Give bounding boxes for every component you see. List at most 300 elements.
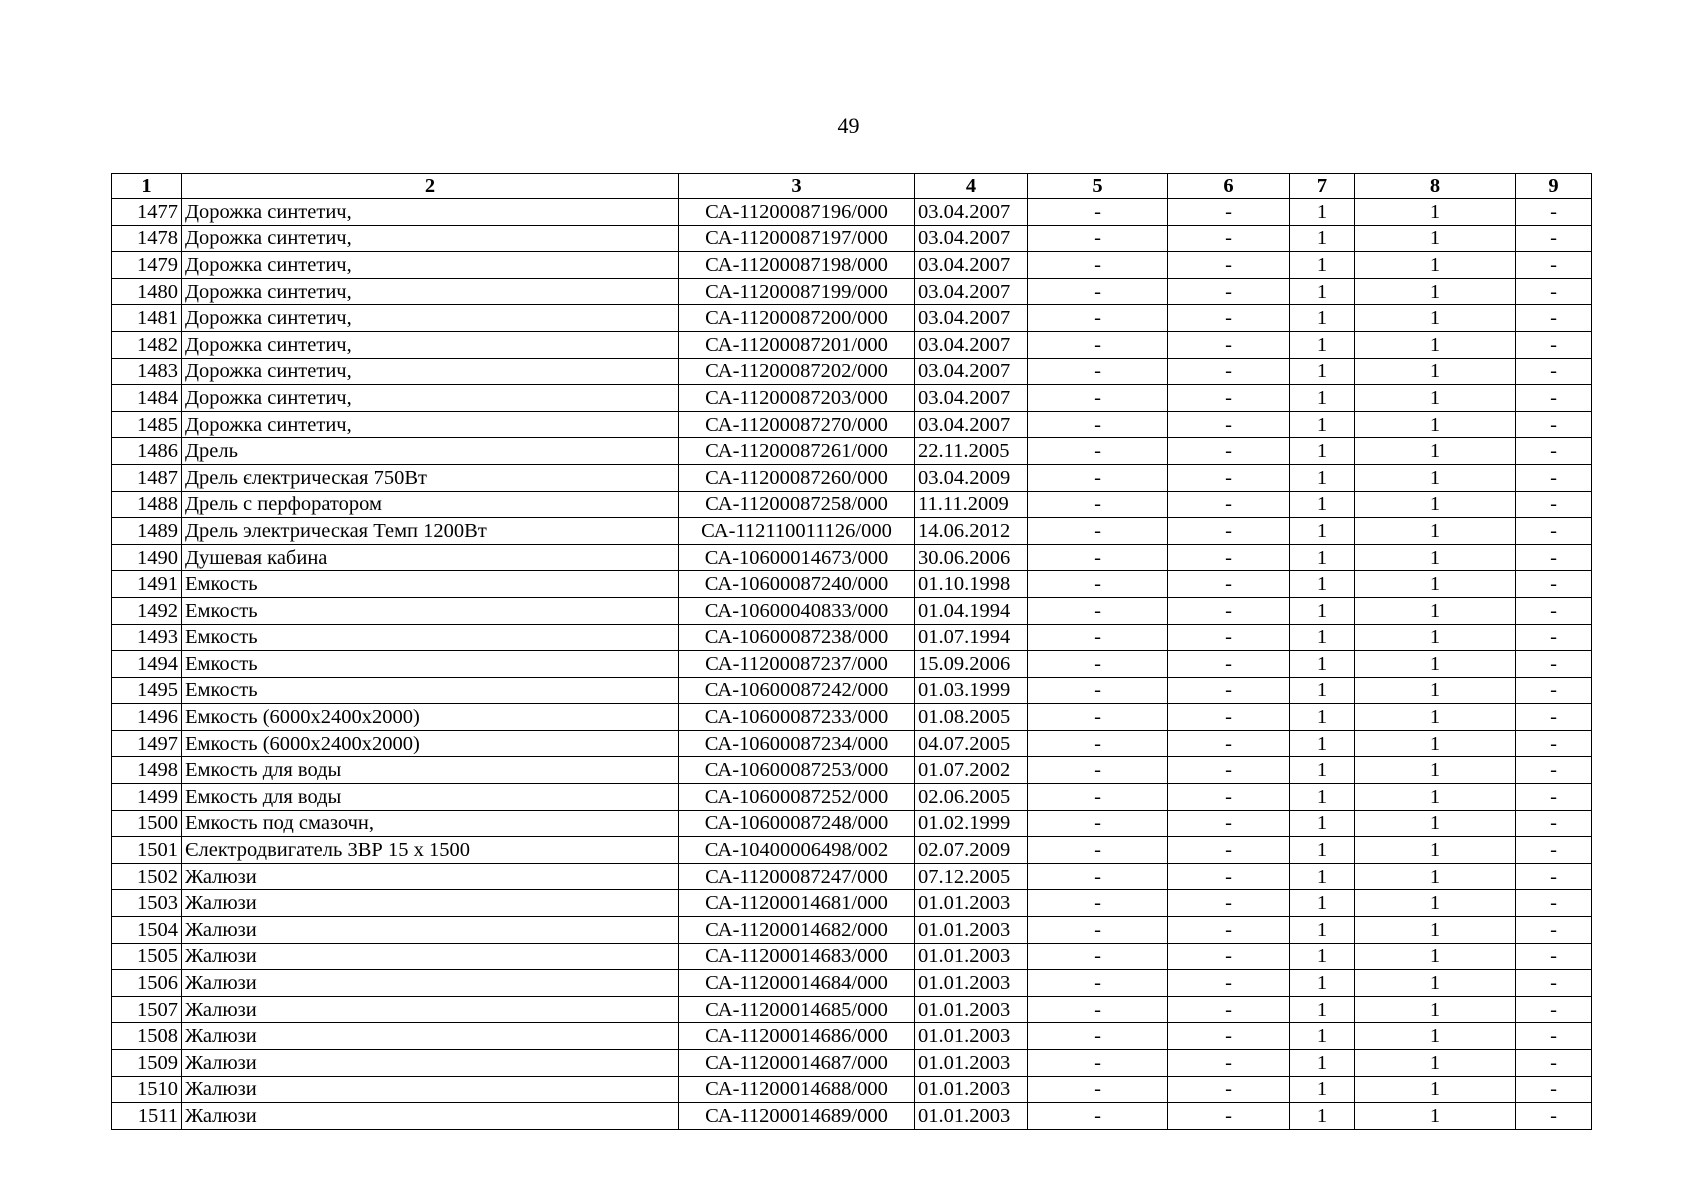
row-number-cell: 1499 (112, 784, 182, 811)
col6-cell: - (1168, 677, 1290, 704)
row-number-cell: 1505 (112, 943, 182, 970)
col7-cell: 1 (1290, 385, 1355, 412)
col6-cell: - (1168, 917, 1290, 944)
inventory-code-cell: СА-11200087201/000 (679, 331, 915, 358)
col8-cell: 1 (1355, 305, 1516, 332)
col5-cell: - (1028, 571, 1168, 598)
col6-cell: - (1168, 970, 1290, 997)
col9-cell: - (1516, 917, 1592, 944)
table-row (112, 1076, 1592, 1103)
date-cell: 01.01.2003 (915, 1076, 1028, 1103)
col8-cell: 1 (1355, 571, 1516, 598)
table-row (112, 996, 1592, 1023)
col5-cell: - (1028, 863, 1168, 890)
date-cell: 01.01.2003 (915, 1050, 1028, 1077)
col9-cell: - (1516, 438, 1592, 465)
date-cell: 01.01.2003 (915, 1103, 1028, 1130)
row-number-cell: 1483 (112, 358, 182, 385)
inventory-code-cell: СА-11200087237/000 (679, 651, 915, 678)
column-header-7: 7 (1290, 174, 1355, 199)
col8-cell: 1 (1355, 677, 1516, 704)
date-cell: 02.06.2005 (915, 784, 1028, 811)
col6-cell: - (1168, 225, 1290, 252)
table-row (112, 917, 1592, 944)
table-row (112, 757, 1592, 784)
inventory-code-cell: СА-11200087260/000 (679, 464, 915, 491)
item-name-cell: Жалюзи (182, 863, 679, 890)
date-cell: 03.04.2009 (915, 464, 1028, 491)
col6-cell: - (1168, 597, 1290, 624)
row-number-cell: 1504 (112, 917, 182, 944)
table-row (112, 411, 1592, 438)
col9-cell: - (1516, 677, 1592, 704)
date-cell: 04.07.2005 (915, 730, 1028, 757)
col6-cell: - (1168, 358, 1290, 385)
col5-cell: - (1028, 544, 1168, 571)
table-row (112, 624, 1592, 651)
col5-cell: - (1028, 730, 1168, 757)
col8-cell: 1 (1355, 491, 1516, 518)
col7-cell: 1 (1290, 704, 1355, 731)
col5-cell: - (1028, 677, 1168, 704)
item-name-cell: Дорожка синтетич, (182, 358, 679, 385)
col5-cell: - (1028, 996, 1168, 1023)
col5-cell: - (1028, 1103, 1168, 1130)
inventory-code-cell: СА-10600087240/000 (679, 571, 915, 598)
col5-cell: - (1028, 464, 1168, 491)
col7-cell: 1 (1290, 518, 1355, 545)
col8-cell: 1 (1355, 518, 1516, 545)
row-number-cell: 1489 (112, 518, 182, 545)
column-header-5: 5 (1028, 174, 1168, 199)
inventory-code-cell: СА-11200087247/000 (679, 863, 915, 890)
inventory-code-cell: СА-11200014683/000 (679, 943, 915, 970)
col7-cell: 1 (1290, 863, 1355, 890)
row-number-cell: 1486 (112, 438, 182, 465)
column-header-9: 9 (1516, 174, 1592, 199)
col8-cell: 1 (1355, 438, 1516, 465)
col7-cell: 1 (1290, 837, 1355, 864)
inventory-code-cell: СА-10600087233/000 (679, 704, 915, 731)
col5-cell: - (1028, 837, 1168, 864)
table-row (112, 943, 1592, 970)
col9-cell: - (1516, 810, 1592, 837)
col5-cell: - (1028, 890, 1168, 917)
col8-cell: 1 (1355, 624, 1516, 651)
col9-cell: - (1516, 784, 1592, 811)
table-row (112, 1023, 1592, 1050)
row-number-cell: 1479 (112, 252, 182, 279)
row-number-cell: 1506 (112, 970, 182, 997)
inventory-code-cell: СА-11200014687/000 (679, 1050, 915, 1077)
row-number-cell: 1502 (112, 863, 182, 890)
col6-cell: - (1168, 464, 1290, 491)
col7-cell: 1 (1290, 890, 1355, 917)
col7-cell: 1 (1290, 651, 1355, 678)
col9-cell: - (1516, 1050, 1592, 1077)
col6-cell: - (1168, 624, 1290, 651)
col7-cell: 1 (1290, 970, 1355, 997)
col9-cell: - (1516, 890, 1592, 917)
col6-cell: - (1168, 837, 1290, 864)
col7-cell: 1 (1290, 810, 1355, 837)
date-cell: 01.01.2003 (915, 996, 1028, 1023)
item-name-cell: Жалюзи (182, 917, 679, 944)
col8-cell: 1 (1355, 1076, 1516, 1103)
col7-cell: 1 (1290, 571, 1355, 598)
col6-cell: - (1168, 1103, 1290, 1130)
col6-cell: - (1168, 810, 1290, 837)
date-cell: 03.04.2007 (915, 252, 1028, 279)
col9-cell: - (1516, 252, 1592, 279)
col9-cell: - (1516, 385, 1592, 412)
inventory-code-cell: СА-11200014681/000 (679, 890, 915, 917)
col5-cell: - (1028, 1023, 1168, 1050)
item-name-cell: Емкость для воды (182, 784, 679, 811)
col9-cell: - (1516, 225, 1592, 252)
column-header-6: 6 (1168, 174, 1290, 199)
row-number-cell: 1511 (112, 1103, 182, 1130)
row-number-cell: 1492 (112, 597, 182, 624)
col6-cell: - (1168, 411, 1290, 438)
col5-cell: - (1028, 784, 1168, 811)
row-number-cell: 1485 (112, 411, 182, 438)
table-row (112, 677, 1592, 704)
date-cell: 01.01.2003 (915, 917, 1028, 944)
table-row (112, 597, 1592, 624)
inventory-code-cell: СА-11200087261/000 (679, 438, 915, 465)
col6-cell: - (1168, 491, 1290, 518)
col5-cell: - (1028, 331, 1168, 358)
date-cell: 01.01.2003 (915, 970, 1028, 997)
item-name-cell: Жалюзи (182, 1103, 679, 1130)
col7-cell: 1 (1290, 464, 1355, 491)
col5-cell: - (1028, 704, 1168, 731)
col7-cell: 1 (1290, 438, 1355, 465)
item-name-cell: Дрель электрическая Темп 1200Вт (182, 518, 679, 545)
col8-cell: 1 (1355, 597, 1516, 624)
table-row (112, 464, 1592, 491)
col9-cell: - (1516, 996, 1592, 1023)
date-cell: 03.04.2007 (915, 278, 1028, 305)
column-header-3: 3 (679, 174, 915, 199)
col7-cell: 1 (1290, 411, 1355, 438)
date-cell: 01.07.1994 (915, 624, 1028, 651)
column-header-2: 2 (182, 174, 679, 199)
col8-cell: 1 (1355, 278, 1516, 305)
row-number-cell: 1497 (112, 730, 182, 757)
inventory-code-cell: СА-11200087198/000 (679, 252, 915, 279)
inventory-code-cell: СА-10600087242/000 (679, 677, 915, 704)
col5-cell: - (1028, 1076, 1168, 1103)
col9-cell: - (1516, 837, 1592, 864)
row-number-cell: 1490 (112, 544, 182, 571)
inventory-code-cell: СА-11200087197/000 (679, 225, 915, 252)
col5-cell: - (1028, 225, 1168, 252)
inventory-code-cell: СА-11200014682/000 (679, 917, 915, 944)
item-name-cell: Жалюзи (182, 970, 679, 997)
col6-cell: - (1168, 331, 1290, 358)
date-cell: 22.11.2005 (915, 438, 1028, 465)
table-row (112, 518, 1592, 545)
col7-cell: 1 (1290, 1050, 1355, 1077)
col8-cell: 1 (1355, 199, 1516, 226)
col6-cell: - (1168, 278, 1290, 305)
table-row (112, 491, 1592, 518)
inventory-code-cell: СА-11200014688/000 (679, 1076, 915, 1103)
table-row (112, 252, 1592, 279)
row-number-cell: 1508 (112, 1023, 182, 1050)
inventory-code-cell: СА-11200087270/000 (679, 411, 915, 438)
inventory-code-cell: СА-10600087234/000 (679, 730, 915, 757)
date-cell: 01.01.2003 (915, 943, 1028, 970)
col9-cell: - (1516, 730, 1592, 757)
table-row (112, 704, 1592, 731)
col9-cell: - (1516, 544, 1592, 571)
item-name-cell: Емкость (6000х2400х2000) (182, 704, 679, 731)
col7-cell: 1 (1290, 225, 1355, 252)
col6-cell: - (1168, 863, 1290, 890)
col6-cell: - (1168, 199, 1290, 226)
col9-cell: - (1516, 491, 1592, 518)
table-row (112, 199, 1592, 226)
item-name-cell: Жалюзи (182, 1076, 679, 1103)
item-name-cell: Жалюзи (182, 943, 679, 970)
inventory-code-cell: СА-11200014685/000 (679, 996, 915, 1023)
date-cell: 01.01.2003 (915, 890, 1028, 917)
col9-cell: - (1516, 571, 1592, 598)
date-cell: 01.07.2002 (915, 757, 1028, 784)
col9-cell: - (1516, 651, 1592, 678)
col8-cell: 1 (1355, 385, 1516, 412)
col5-cell: - (1028, 624, 1168, 651)
col8-cell: 1 (1355, 943, 1516, 970)
col6-cell: - (1168, 385, 1290, 412)
table-row (112, 1050, 1592, 1077)
col9-cell: - (1516, 624, 1592, 651)
item-name-cell: Дрель с перфоратором (182, 491, 679, 518)
date-cell: 01.01.2003 (915, 1023, 1028, 1050)
date-cell: 03.04.2007 (915, 305, 1028, 332)
date-cell: 03.04.2007 (915, 331, 1028, 358)
col8-cell: 1 (1355, 411, 1516, 438)
row-number-cell: 1498 (112, 757, 182, 784)
item-name-cell: Дорожка синтетич, (182, 411, 679, 438)
col8-cell: 1 (1355, 704, 1516, 731)
item-name-cell: Емкость (182, 597, 679, 624)
col9-cell: - (1516, 278, 1592, 305)
col8-cell: 1 (1355, 837, 1516, 864)
table-body (112, 199, 1592, 1130)
table-row (112, 651, 1592, 678)
item-name-cell: Дорожка синтетич, (182, 331, 679, 358)
item-name-cell: Жалюзи (182, 1023, 679, 1050)
col9-cell: - (1516, 757, 1592, 784)
column-header-4: 4 (915, 174, 1028, 199)
col5-cell: - (1028, 970, 1168, 997)
col5-cell: - (1028, 757, 1168, 784)
row-number-cell: 1487 (112, 464, 182, 491)
col7-cell: 1 (1290, 358, 1355, 385)
col8-cell: 1 (1355, 810, 1516, 837)
inventory-code-cell: СА-11200014686/000 (679, 1023, 915, 1050)
item-name-cell: Дорожка синтетич, (182, 252, 679, 279)
col6-cell: - (1168, 784, 1290, 811)
inventory-code-cell: СА-11200087196/000 (679, 199, 915, 226)
col7-cell: 1 (1290, 917, 1355, 944)
col7-cell: 1 (1290, 1023, 1355, 1050)
col5-cell: - (1028, 385, 1168, 412)
col6-cell: - (1168, 1050, 1290, 1077)
col8-cell: 1 (1355, 464, 1516, 491)
col8-cell: 1 (1355, 358, 1516, 385)
table-row (112, 278, 1592, 305)
inventory-code-cell: СА-10600087248/000 (679, 810, 915, 837)
col5-cell: - (1028, 199, 1168, 226)
item-name-cell: Дрель єлектрическая 750Вт (182, 464, 679, 491)
table-row (112, 571, 1592, 598)
col7-cell: 1 (1290, 996, 1355, 1023)
col8-cell: 1 (1355, 1050, 1516, 1077)
column-header-8: 8 (1355, 174, 1516, 199)
col5-cell: - (1028, 411, 1168, 438)
inventory-code-cell: СА-11200087203/000 (679, 385, 915, 412)
row-number-cell: 1482 (112, 331, 182, 358)
col9-cell: - (1516, 305, 1592, 332)
item-name-cell: Емкость для воды (182, 757, 679, 784)
row-number-cell: 1507 (112, 996, 182, 1023)
item-name-cell: Емкость (182, 571, 679, 598)
table-header (112, 174, 1592, 199)
item-name-cell: Жалюзи (182, 890, 679, 917)
item-name-cell: Дорожка синтетич, (182, 199, 679, 226)
col8-cell: 1 (1355, 970, 1516, 997)
col6-cell: - (1168, 651, 1290, 678)
item-name-cell: Жалюзи (182, 996, 679, 1023)
date-cell: 03.04.2007 (915, 225, 1028, 252)
col9-cell: - (1516, 704, 1592, 731)
date-cell: 15.09.2006 (915, 651, 1028, 678)
item-name-cell: Дрель (182, 438, 679, 465)
table-row (112, 784, 1592, 811)
row-number-cell: 1491 (112, 571, 182, 598)
date-cell: 01.02.1999 (915, 810, 1028, 837)
col7-cell: 1 (1290, 1103, 1355, 1130)
col8-cell: 1 (1355, 544, 1516, 571)
col9-cell: - (1516, 358, 1592, 385)
col5-cell: - (1028, 651, 1168, 678)
table-row (112, 837, 1592, 864)
col6-cell: - (1168, 1076, 1290, 1103)
col8-cell: 1 (1355, 996, 1516, 1023)
col6-cell: - (1168, 518, 1290, 545)
row-number-cell: 1495 (112, 677, 182, 704)
col8-cell: 1 (1355, 863, 1516, 890)
inventory-code-cell: СА-10600087253/000 (679, 757, 915, 784)
col7-cell: 1 (1290, 730, 1355, 757)
item-name-cell: Дорожка синтетич, (182, 278, 679, 305)
date-cell: 03.04.2007 (915, 411, 1028, 438)
table-row (112, 225, 1592, 252)
col7-cell: 1 (1290, 943, 1355, 970)
item-name-cell: Дорожка синтетич, (182, 385, 679, 412)
col5-cell: - (1028, 252, 1168, 279)
col5-cell: - (1028, 518, 1168, 545)
col8-cell: 1 (1355, 225, 1516, 252)
inventory-code-cell: СА-11200087258/000 (679, 491, 915, 518)
col6-cell: - (1168, 757, 1290, 784)
item-name-cell: Емкость (6000х2400х2000) (182, 730, 679, 757)
col6-cell: - (1168, 704, 1290, 731)
col5-cell: - (1028, 305, 1168, 332)
row-number-cell: 1510 (112, 1076, 182, 1103)
item-name-cell: Емкость (182, 651, 679, 678)
date-cell: 30.06.2006 (915, 544, 1028, 571)
row-number-cell: 1503 (112, 890, 182, 917)
table-row (112, 358, 1592, 385)
col5-cell: - (1028, 943, 1168, 970)
col9-cell: - (1516, 1103, 1592, 1130)
col8-cell: 1 (1355, 757, 1516, 784)
row-number-cell: 1484 (112, 385, 182, 412)
col5-cell: - (1028, 810, 1168, 837)
inventory-code-cell: СА-112110011126/000 (679, 518, 915, 545)
item-name-cell: Дорожка синтетич, (182, 225, 679, 252)
table-row (112, 863, 1592, 890)
date-cell: 01.03.1999 (915, 677, 1028, 704)
inventory-code-cell: СА-10600087252/000 (679, 784, 915, 811)
inventory-table (111, 173, 1592, 1130)
row-number-cell: 1478 (112, 225, 182, 252)
inventory-code-cell: СА-11200014689/000 (679, 1103, 915, 1130)
table-row (112, 810, 1592, 837)
col8-cell: 1 (1355, 917, 1516, 944)
date-cell: 07.12.2005 (915, 863, 1028, 890)
col5-cell: - (1028, 597, 1168, 624)
col5-cell: - (1028, 438, 1168, 465)
row-number-cell: 1509 (112, 1050, 182, 1077)
date-cell: 03.04.2007 (915, 199, 1028, 226)
table-row (112, 544, 1592, 571)
item-name-cell: Емкость под смазочн, (182, 810, 679, 837)
date-cell: 01.08.2005 (915, 704, 1028, 731)
table-row (112, 970, 1592, 997)
row-number-cell: 1501 (112, 837, 182, 864)
date-cell: 14.06.2012 (915, 518, 1028, 545)
date-cell: 03.04.2007 (915, 358, 1028, 385)
row-number-cell: 1481 (112, 305, 182, 332)
header-row (112, 174, 1592, 199)
row-number-cell: 1496 (112, 704, 182, 731)
col6-cell: - (1168, 305, 1290, 332)
date-cell: 01.04.1994 (915, 597, 1028, 624)
col6-cell: - (1168, 571, 1290, 598)
date-cell: 11.11.2009 (915, 491, 1028, 518)
col7-cell: 1 (1290, 624, 1355, 651)
col8-cell: 1 (1355, 1023, 1516, 1050)
item-name-cell: Єлектродвигатель 3ВР 15 х 1500 (182, 837, 679, 864)
column-header-1: 1 (112, 174, 182, 199)
col8-cell: 1 (1355, 1103, 1516, 1130)
col8-cell: 1 (1355, 730, 1516, 757)
row-number-cell: 1480 (112, 278, 182, 305)
col7-cell: 1 (1290, 677, 1355, 704)
item-name-cell: Емкость (182, 624, 679, 651)
table-row (112, 331, 1592, 358)
col5-cell: - (1028, 917, 1168, 944)
date-cell: 01.10.1998 (915, 571, 1028, 598)
col9-cell: - (1516, 518, 1592, 545)
